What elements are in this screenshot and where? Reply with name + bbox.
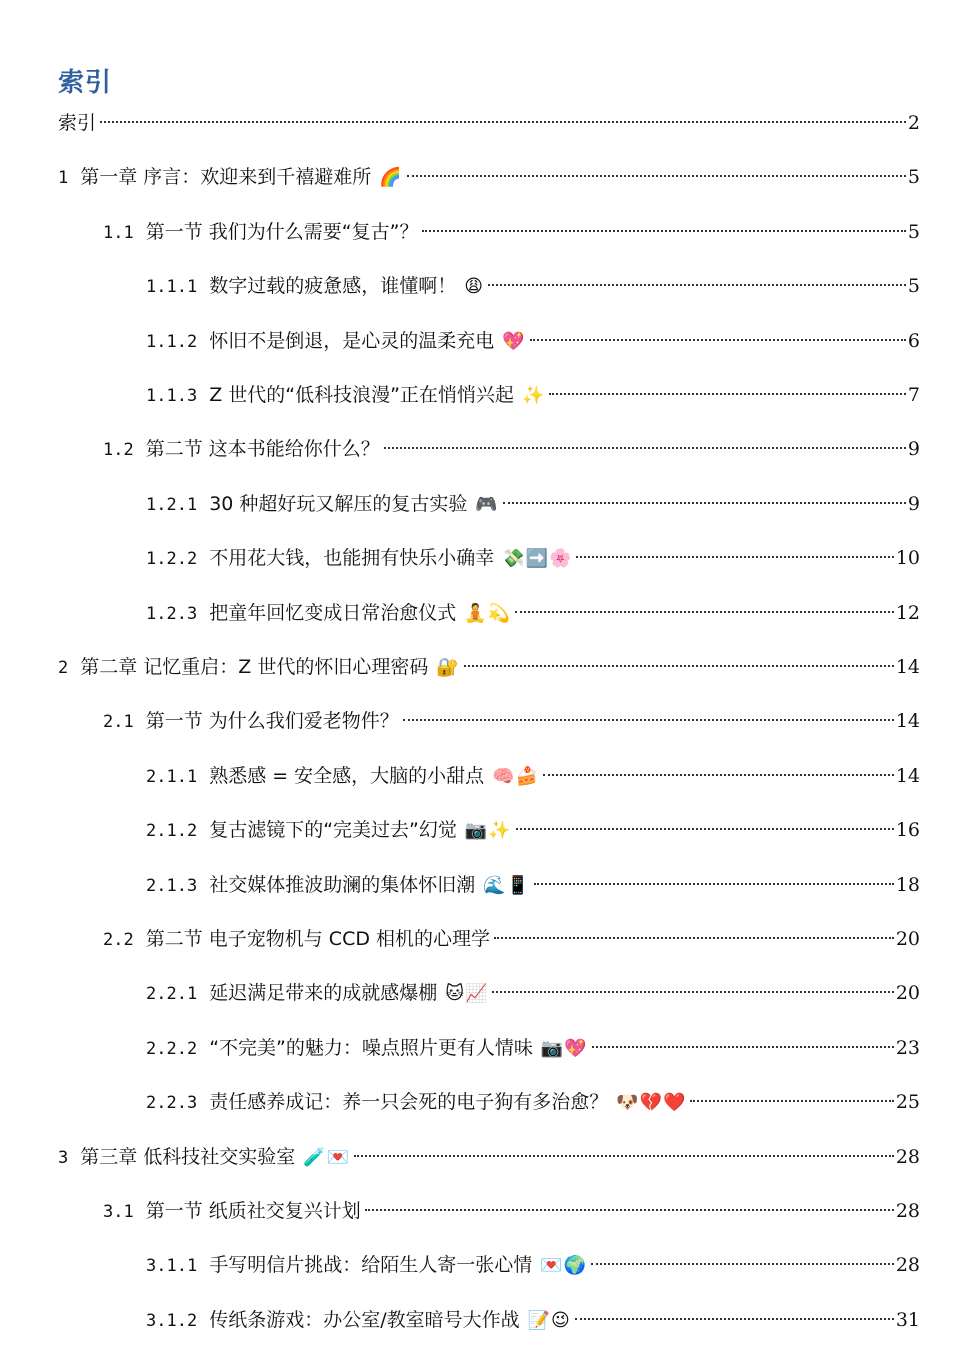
toc-entry-title: 30 种超好玩又解压的复古实验 [209, 492, 468, 515]
toc-entry-title: 责任感养成记：养一只会死的电子狗有多治愈？ [209, 1091, 609, 1114]
dot-leader [100, 121, 906, 123]
toc-entry-page-number: 28 [895, 1254, 920, 1277]
emoji-icon: ✨ [521, 385, 546, 406]
toc-entry-number: 1 [58, 168, 69, 189]
toc-entry-title: 第一节 我们为什么需要“复古”？ [145, 220, 419, 243]
dot-leader [592, 1046, 894, 1048]
toc-entry[interactable] [58, 1142, 920, 1172]
toc-entry-title: “不完美”的魅力：噪点照片更有人情味 [209, 1036, 533, 1059]
toc-entry[interactable] [146, 761, 920, 791]
toc-entry-title: 索引 [58, 112, 97, 134]
dot-leader [515, 611, 894, 613]
dot-leader [365, 1209, 894, 1211]
toc-entry-number: 1.1.1 [146, 277, 198, 298]
toc-entry-page-number: 20 [895, 982, 920, 1005]
toc-entry-number: 2.1 [103, 712, 134, 733]
dot-leader [575, 1318, 894, 1320]
dot-leader [464, 665, 894, 667]
toc-entry-page-number: 7 [907, 384, 920, 406]
toc-entry-title: 复古滤镜下的“完美过去”幻觉 [209, 819, 457, 842]
toc-entry-page-number: 31 [895, 1308, 920, 1331]
emoji-icon: 🐶💔❤️ [616, 1092, 687, 1114]
toc-entry[interactable] [103, 217, 920, 247]
toc-entry[interactable] [146, 1087, 920, 1117]
toc-entry-number: 3 [58, 1147, 69, 1168]
toc-entry-page-number: 2 [907, 112, 920, 134]
toc-entry-title: 手写明信片挑战：给陌生人寄一张心情 [209, 1254, 533, 1277]
toc-entry[interactable] [103, 434, 920, 464]
emoji-icon: 🐱📈 [445, 983, 489, 1005]
emoji-icon: 💌🌍 [540, 1255, 588, 1277]
dot-leader [494, 937, 894, 939]
toc-entry-title: 第一节 纸质社交复兴计划 [145, 1200, 361, 1222]
dot-leader [407, 175, 906, 177]
toc-entry-number: 1.2.3 [146, 603, 198, 624]
emoji-icon: 📷💖 [540, 1037, 588, 1059]
toc-entry-page-number: 5 [907, 220, 920, 243]
toc-entry-number: 2.1.1 [146, 766, 198, 787]
toc-entry[interactable] [146, 1305, 920, 1335]
dot-leader [690, 1100, 893, 1102]
toc-entry-number: 2.1.3 [146, 875, 198, 896]
toc-entry-page-number: 14 [895, 710, 920, 733]
dot-leader [549, 393, 906, 395]
dot-leader [503, 502, 906, 504]
toc-entry-number: 2.2.1 [146, 984, 198, 1005]
toc-entry-page-number: 9 [907, 438, 920, 461]
toc-entry[interactable] [146, 598, 920, 628]
emoji-icon: 🌊📱 [483, 874, 531, 896]
emoji-icon: 🧘💫 [464, 602, 512, 624]
emoji-icon: 📝😉 [527, 1309, 571, 1331]
dot-leader [534, 883, 894, 885]
toc-entry-title: 熟悉感 = 安全感，大脑的小甜点 [209, 764, 485, 787]
toc-entry[interactable] [146, 1033, 920, 1063]
toc-entry-title: 延迟满足带来的成就感爆棚 [209, 982, 438, 1005]
toc-entry-title: 第二节 电子宠物机与 CCD 相机的心理学 [145, 928, 491, 950]
toc-entry[interactable] [58, 162, 920, 192]
toc-entry-number: 3.1 [103, 1202, 134, 1222]
toc-entry-number: 2.2 [103, 930, 134, 950]
toc-entry-title: 第二章 记忆重启：Z 世代的怀旧心理密码 [80, 656, 429, 678]
dot-leader [516, 828, 894, 830]
toc-entry-page-number: 28 [895, 1200, 920, 1222]
toc-entry-page-number: 14 [895, 764, 920, 787]
toc-entry-page-number: 14 [895, 656, 920, 678]
dot-leader [591, 1263, 894, 1265]
emoji-icon: 💖 [502, 330, 526, 352]
toc-entry-title: 怀旧不是倒退，是心灵的温柔充电 [209, 329, 495, 352]
toc-entry-title: 传纸条游戏：办公室/教室暗号大作战 [209, 1308, 520, 1331]
toc-heading: 索引 [58, 68, 113, 98]
emoji-icon: 🧪💌 [303, 1146, 351, 1168]
toc-entry-page-number: 12 [895, 601, 920, 624]
emoji-icon: 🌈 [379, 167, 403, 189]
toc-entry-page-number: 5 [907, 166, 920, 189]
toc-entry-page-number: 20 [895, 928, 920, 950]
dot-leader [354, 1155, 894, 1157]
dot-leader [492, 991, 893, 993]
toc-entry[interactable] [58, 652, 920, 682]
toc-entry-page-number: 5 [907, 275, 920, 298]
toc-entry-page-number: 16 [895, 819, 920, 842]
toc-entry-number: 1.1.2 [146, 331, 198, 352]
toc-entry-number: 3.1.1 [146, 1256, 198, 1277]
toc-entry[interactable] [146, 271, 920, 301]
toc-entry-number: 2.2.3 [146, 1093, 198, 1114]
toc-entry-page-number: 28 [895, 1145, 920, 1168]
toc-entry[interactable] [58, 108, 920, 138]
toc-entry-title: 数字过载的疲惫感，谁懂啊！ [209, 275, 457, 298]
toc-entry-title: 社交媒体推波助澜的集体怀旧潮 [209, 873, 476, 896]
toc-entry-page-number: 18 [895, 873, 920, 896]
toc-entry[interactable] [146, 326, 920, 356]
toc-entry[interactable] [146, 489, 920, 519]
dot-leader [403, 719, 894, 721]
toc-entry-title: 把童年回忆变成日常治愈仪式 [209, 601, 457, 624]
toc-entry-number: 1.2.2 [146, 549, 198, 570]
emoji-icon: 📷✨ [464, 820, 512, 842]
toc-entry-title: 第一章 序言：欢迎来到千禧避难所 [80, 166, 372, 189]
dot-leader [488, 284, 906, 286]
toc-entry-title: Z 世代的“低科技浪漫”正在悄悄兴起 [209, 384, 514, 406]
toc-entry-number: 1.2 [103, 440, 134, 461]
emoji-icon: 🧠🍰 [492, 765, 540, 787]
toc-entry[interactable] [103, 706, 920, 736]
dot-leader [576, 556, 893, 558]
toc-entry-page-number: 9 [907, 492, 920, 515]
toc-entry[interactable] [103, 924, 920, 954]
emoji-icon: 😩 [464, 276, 484, 298]
toc-entry-page-number: 23 [895, 1036, 920, 1059]
toc-entry-number: 2.1.2 [146, 821, 198, 842]
toc-entry[interactable] [146, 1250, 920, 1280]
toc-entry-number: 1.1.3 [146, 386, 198, 406]
toc-entry-number: 3.1.2 [146, 1310, 198, 1331]
toc-entry[interactable] [146, 543, 920, 573]
toc-entry-page-number: 6 [907, 329, 920, 352]
emoji-icon: 🎮 [475, 493, 499, 515]
toc-entry-page-number: 25 [895, 1091, 920, 1114]
toc-entry[interactable] [146, 978, 920, 1008]
toc-entry-title: 不用花大钱，也能拥有快乐小确幸 [209, 547, 495, 570]
toc-entry-page-number: 10 [895, 547, 920, 570]
toc-entry-title: 第一节 为什么我们爱老物件？ [145, 710, 399, 733]
toc-entry[interactable] [103, 1196, 920, 1226]
toc-entry-number: 1.1 [103, 222, 134, 243]
toc-entry-title: 第二节 这本书能给你什么？ [145, 438, 380, 461]
toc-entry-number: 2 [58, 658, 69, 678]
dot-leader [384, 447, 906, 449]
toc-entry[interactable] [146, 815, 920, 845]
dot-leader [543, 774, 894, 776]
dot-leader [422, 230, 905, 232]
dot-leader [530, 339, 906, 341]
toc-entry[interactable] [146, 870, 920, 900]
toc-entry-number: 1.2.1 [146, 494, 198, 515]
emoji-icon: 💸➡️🌸 [502, 548, 573, 570]
toc-entry[interactable] [146, 380, 920, 410]
emoji-icon: 🔐 [436, 657, 460, 678]
toc-entry-number: 2.2.2 [146, 1038, 198, 1059]
toc-entry-title: 第三章 低科技社交实验室 [80, 1145, 296, 1168]
